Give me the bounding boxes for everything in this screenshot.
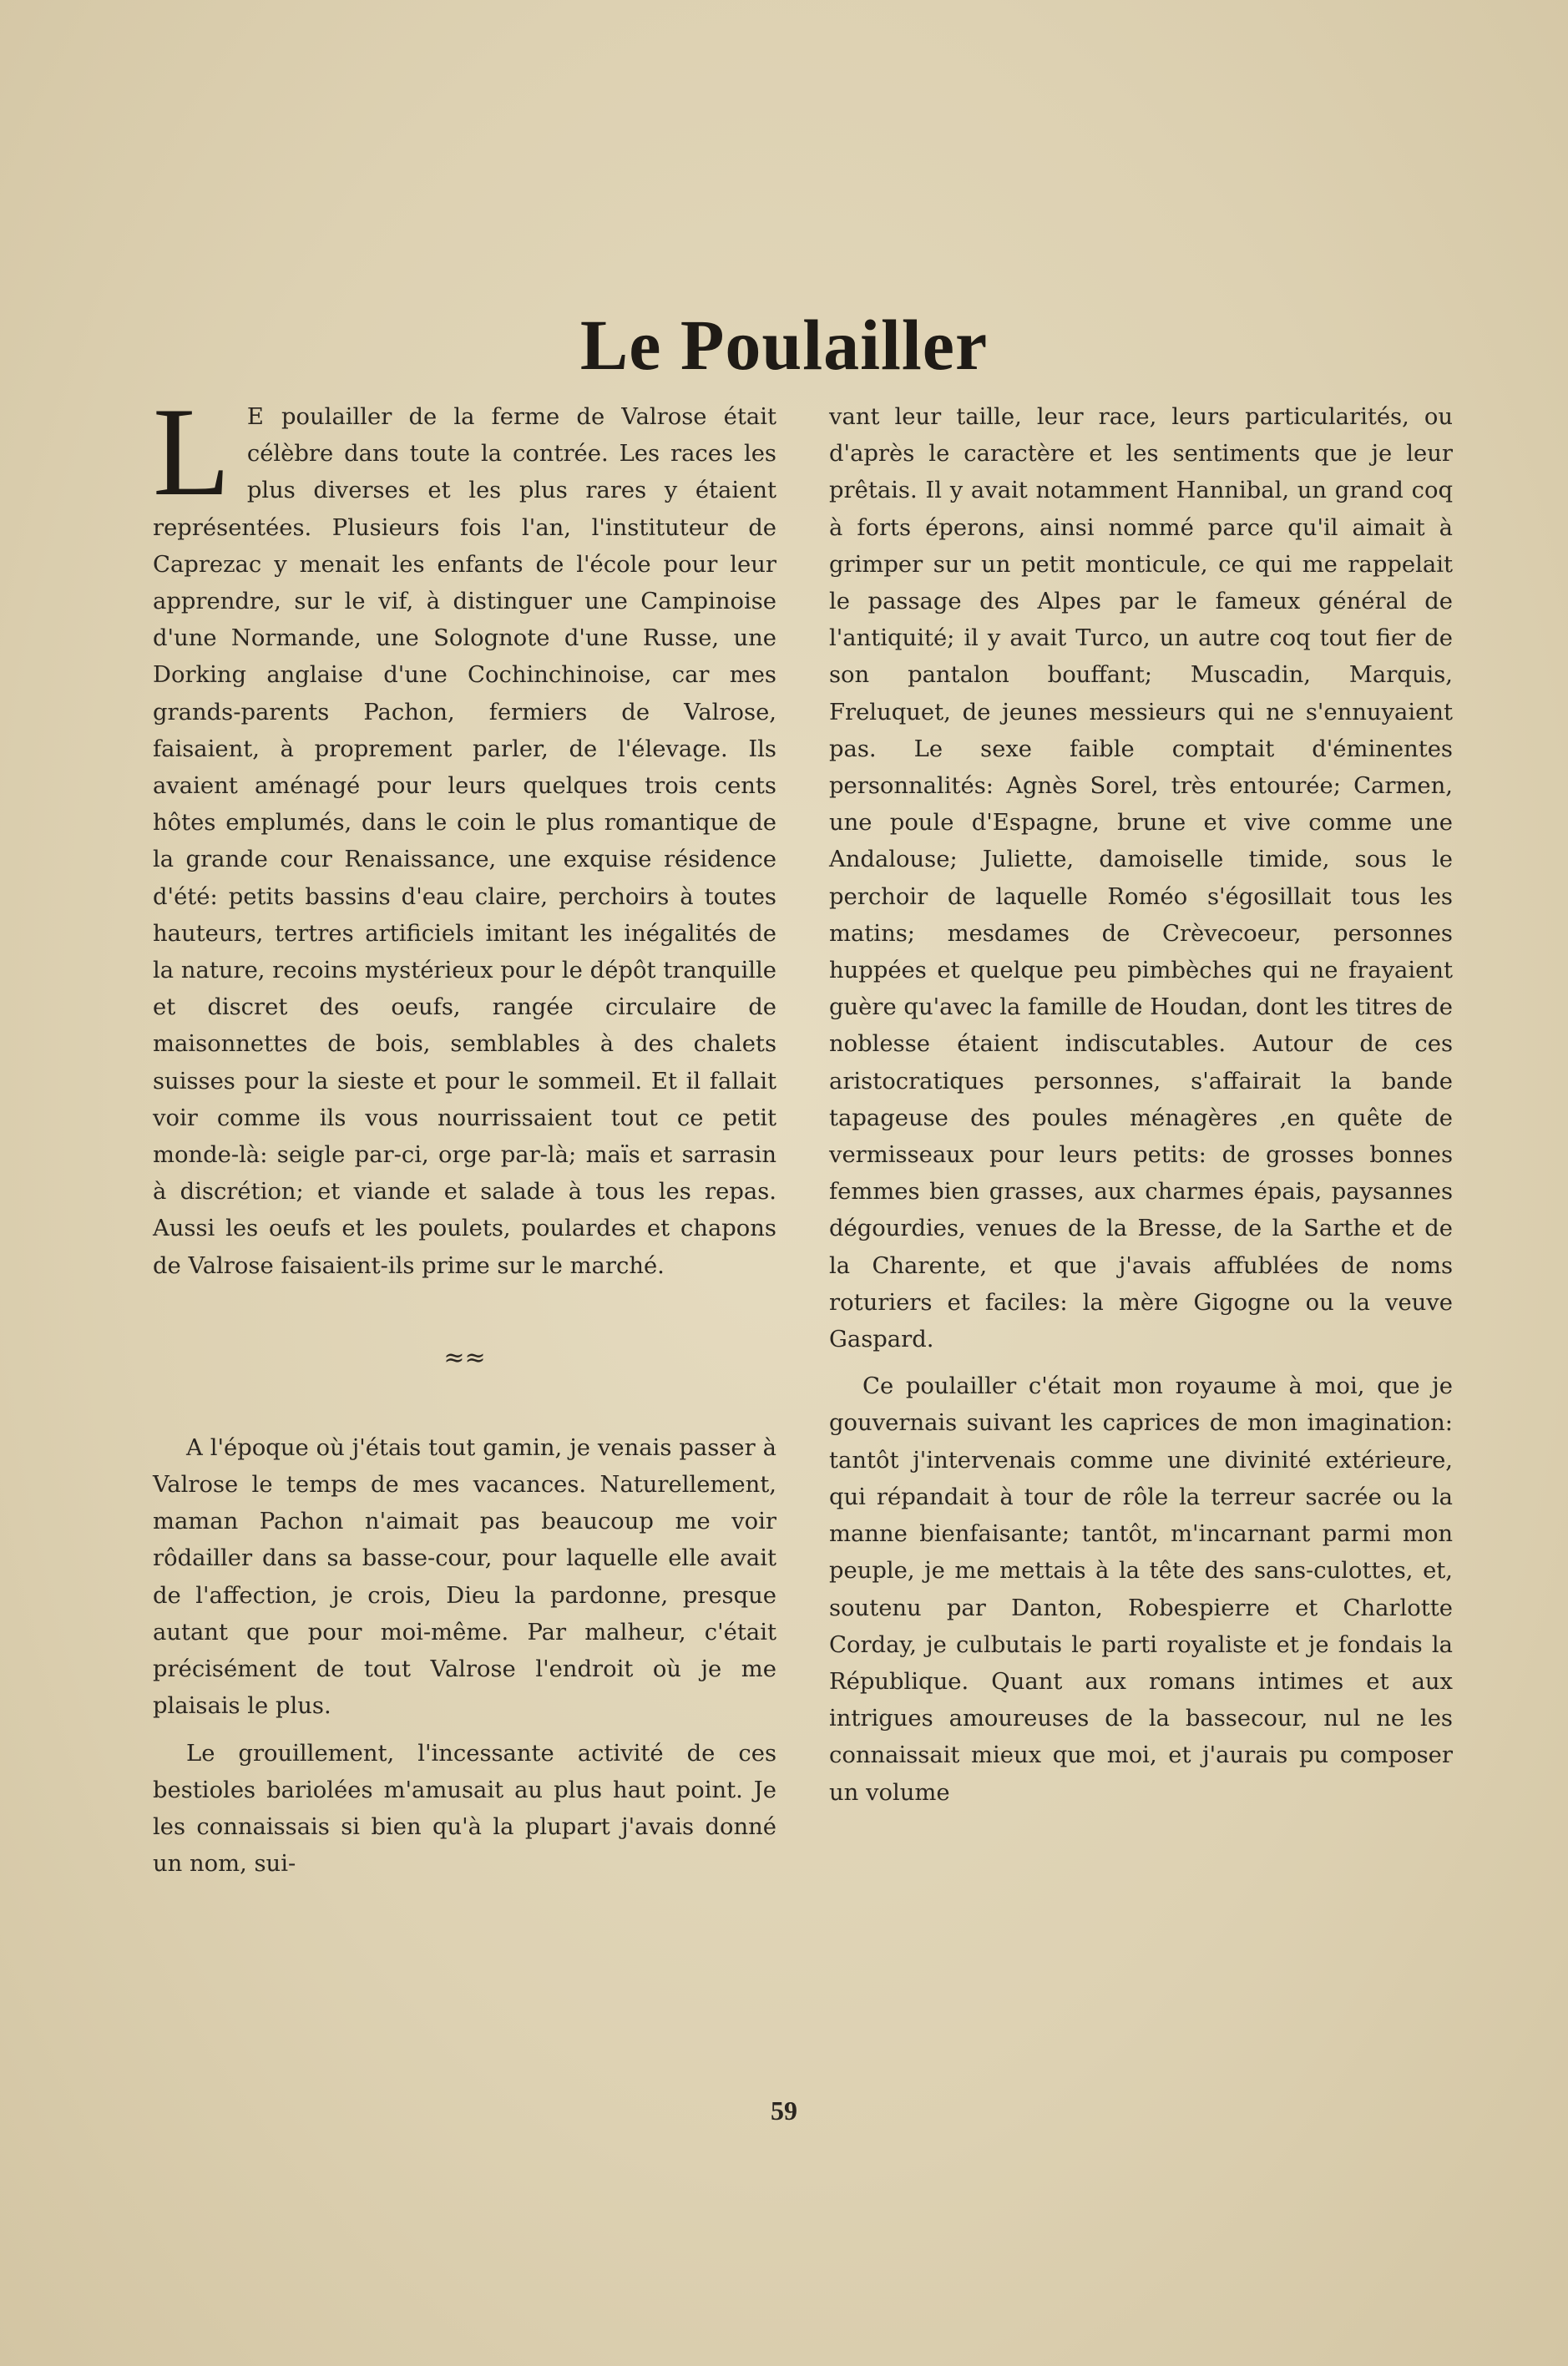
right-column — [829, 399, 1453, 1812]
section-ornament: ≈≈ — [443, 1342, 486, 1373]
paragraph-3: Le grouillement, l'incessante activité de ces bestioles bariolées m'amusait au plus haut point. Je les connaissais si bien qu'à la plupart j'avais donné un nom, sui- — [153, 1740, 776, 1878]
paragraph-1 — [153, 382, 776, 1285]
article-title: Le Poulailler — [579, 304, 989, 385]
first-word-rest: E — [246, 404, 265, 430]
paragraph-1-text: poulailler de la ferme de Valrose était célèbre dans toute la contrée. Les races les plus diverses et les plus rares y étaient représentées. Plusieurs fois l'an, l'instituteur de Caprezac y menait les enfants de l'école pour leur apprendre, sur le vif, à distinguer une Campinoise d'une Normande, une Solognote d'une Russe, une Dorking anglaise d'une Cochinchinoise, car mes grands-parents Pachon, fermiers de Valrose, faisaient, à proprement parler, de l'élevage. Ils avaient aménagé pour leurs quelques trois cents hôtes emplumés, dans le coin le plus romantique de la grande cour Renaissance, une exquise résidence d'été: petits bassins d'eau claire, perchoirs à toutes hauteurs, tertres artificiels imitant les inégalités de la nature, recoins mystérieux pour le dépôt tranquille et discret des oeufs, rangée circulaire de maisonnettes de bois, semblables à des chalets suisses pour la sieste et pour le sommeil. Et il fallait voir comme ils vous nourrissaient tout ce petit monde-là: seigle par-ci, orge par-là; maïs et sarrasin à discrétion; et viande et salade à tous les repas. Aussi les oeufs et les poulets, poulardes et chapons de Valrose faisaient-ils prime sur le marché. — [153, 404, 776, 1279]
paragraph-2: A l'époque où j'étais tout gamin, je venais passer à Valrose le temps de mes vacances. Naturellement, maman Pachon n'aimait pas beaucoup me voir rôdailler dans sa basse-cour, pour laquelle elle avait de l'affection, je crois, Dieu la pardonne, presque autant que pour moi-même. Par malheur, c'était précisément de tout Valrose l'endroit où je me plaisais le plus. — [153, 1434, 776, 1720]
page-number: 59 — [771, 2096, 797, 2126]
drop-cap: L — [153, 382, 230, 522]
paragraph-4: Ce poulailler c'était mon royaume à moi, que je gouvernais suivant les caprices de mon imagination: tantôt j'intervenais comme une divinité extérieure, qui répandait à tour de rôle la terreur sacrée ou la manne bienfaisante; tantôt, m'incarnant parmi mon peuple, je me mettais à la tête des sans-culottes, et, soutenu par Danton, Robespierre et Charlotte Corday, je culbutais le parti royaliste et je fondais la République. Quant aux romans intimes et aux intrigues amoureuses de la bassecour, nul ne les connaissait mieux que moi, et j'aurais pu composer un volume — [829, 1373, 1453, 1806]
paragraph-continued: vant leur taille, leur race, leurs particularités, ou d'après le caractère et les sentiments que je leur prêtais. Il y avait notamment Hannibal, un grand coq à forts éperons, ainsi nommé parce qu'il aimait à grimper sur un petit monticule, ce qui me rappelait le passage des Alpes par le fameux général de l'antiquité; il y avait Turco, un autre coq tout fier de son pantalon bouffant; Muscadin, Marquis, Freluquet, de jeunes messieurs qui ne s'ennuyaient pas. Le sexe faible comptait d'éminentes personnalités: Agnès Sorel, très entourée; Carmen, une poule d'Espagne, brune et vive comme une Andalouse; Juliette, damoiselle timide, sous le perchoir de laquelle Roméo s'égosillait tous les matins; mesdames de Crèvecoeur, personnes huppées et quelque peu pimbèches qui ne frayaient guère qu'avec la famille de Houdan, dont les titres de noblesse étaient indiscutables. Autour de ces aristocratiques personnes, s'affairait la bande tapageuse des poules ménagères ,en quête de vermisseaux pour leurs petits: de grosses bonnes femmes bien grasses, aux charmes épais, paysannes dégourdies, venues de la Bresse, de la Sarthe et de la Charente, et que j'avais affublées de noms roturiers et faciles: la mère Gigogne ou la veuve Gaspard. — [829, 404, 1453, 1353]
left-column — [153, 382, 776, 1883]
